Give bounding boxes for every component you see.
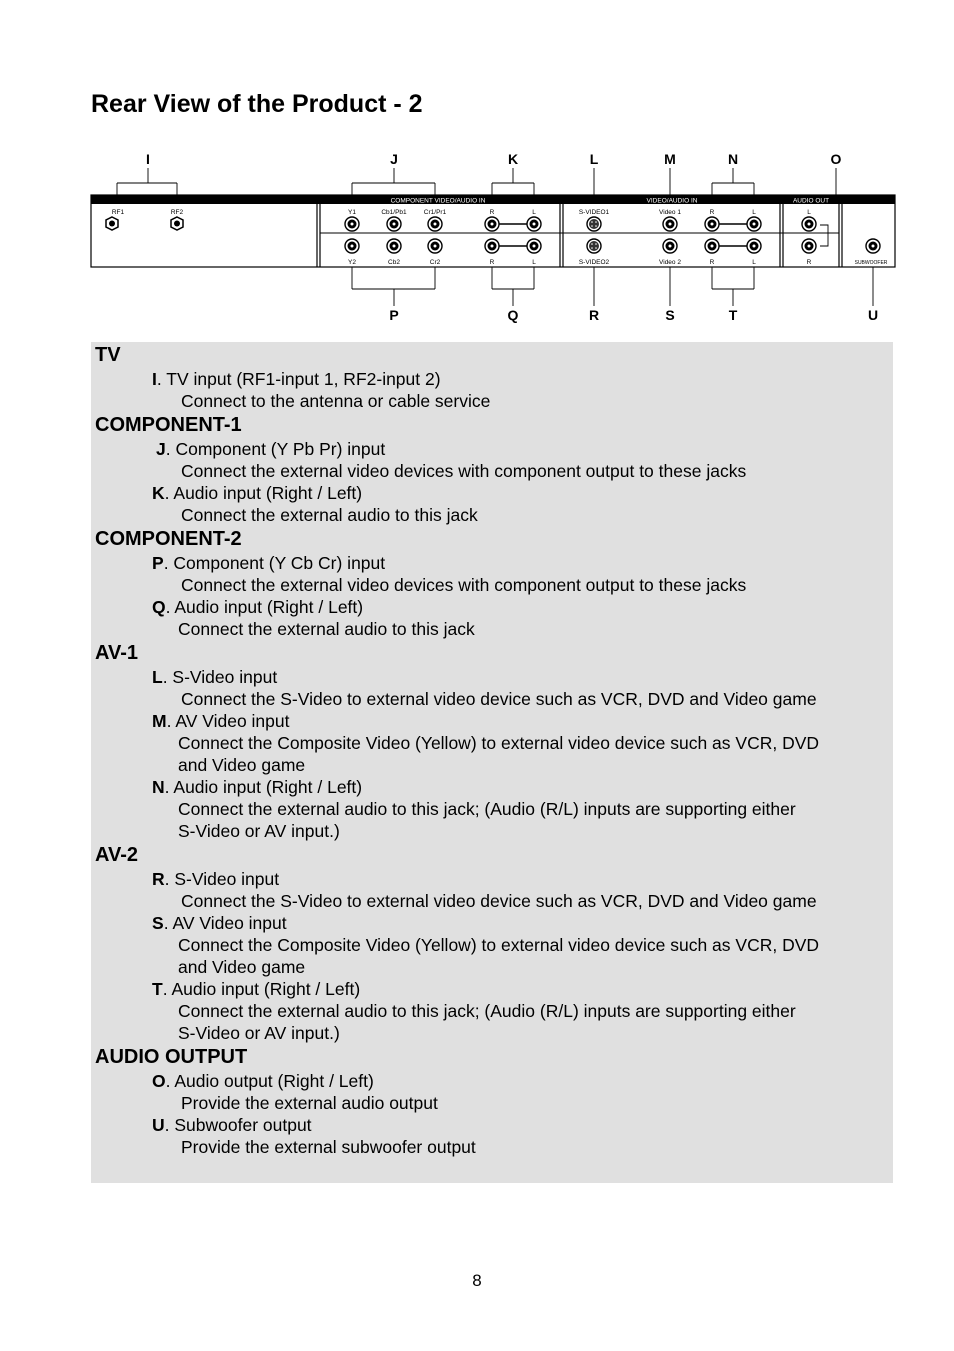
label-r-comp2: R	[489, 259, 495, 266]
section-component-1	[95, 412, 893, 526]
section-component-2	[95, 526, 893, 640]
label-l-av1: L	[752, 209, 756, 216]
item-text: . Audio input (Right / Left)	[162, 979, 361, 999]
jack-audio-out-r	[802, 239, 816, 253]
item-text: . Audio input (Right / Left)	[164, 777, 363, 797]
label-l-comp2: L	[532, 259, 536, 266]
header-audio-out-text: AUDIO OUT	[792, 197, 830, 205]
item-n	[95, 776, 893, 842]
item-key: M	[152, 711, 167, 731]
item-k	[95, 482, 893, 526]
item-description: Connect the external audio to this jack	[181, 505, 478, 525]
item-key: I	[152, 369, 157, 389]
rf1-connector	[106, 217, 118, 230]
jack-component1-3	[485, 217, 499, 231]
item-description: Provide the external audio output	[181, 1093, 438, 1113]
callout-l: L	[589, 151, 599, 167]
item-key: J	[156, 439, 166, 459]
item-key: S	[152, 913, 164, 933]
item-description: Provide the external subwoofer output	[181, 1137, 476, 1157]
item-o	[95, 1070, 893, 1114]
item-heading	[95, 438, 893, 460]
callout-t: T	[728, 307, 738, 323]
callout-n: N	[727, 151, 739, 167]
item-m	[95, 710, 893, 776]
connector-descriptions	[91, 342, 893, 1183]
jack-svideo2	[587, 239, 601, 253]
rear-panel-svg	[88, 146, 898, 328]
item-p	[95, 552, 893, 596]
item-heading	[95, 1114, 893, 1136]
item-q	[95, 596, 893, 640]
jack-av2-2	[747, 239, 761, 253]
callout-k: K	[507, 151, 519, 167]
label-video1: Video 1	[659, 209, 681, 216]
callout-m: M	[664, 151, 676, 167]
label-l-comp1: L	[532, 209, 536, 216]
item-text: . Component (Y Cb Cr) input	[163, 553, 386, 573]
item-heading	[95, 710, 893, 732]
item-text: . AV Video input	[163, 913, 287, 933]
item-description: Connect the external audio to this jack; (Audio (R/L) inputs are supporting either	[178, 1001, 796, 1021]
section-av-2	[95, 842, 893, 1044]
item-heading	[95, 482, 893, 504]
section-title: AV-1	[95, 642, 138, 664]
label-cr2: Cr2	[429, 259, 441, 266]
label-y2: Y2	[348, 259, 356, 266]
section-title: AUDIO OUTPUT	[95, 1046, 248, 1068]
item-description: Connect the external video devices with component output to these jacks	[181, 461, 747, 481]
item-text: . AV Video input	[166, 711, 290, 731]
callout-p: P	[389, 307, 399, 323]
header-component-text: COMPONENT VIDEO/AUDIO IN	[390, 197, 486, 205]
jack-component1-1	[387, 217, 401, 231]
item-heading	[95, 776, 893, 798]
label-r-out: R	[806, 259, 812, 266]
callout-r: R	[588, 307, 600, 323]
jack-component1-4	[527, 217, 541, 231]
jack-subwoofer	[866, 239, 880, 253]
label-rf2: RF2	[170, 209, 184, 216]
item-text: . S-Video input	[164, 869, 280, 889]
item-key: U	[152, 1115, 165, 1135]
item-description: Connect the external audio to this jack	[178, 619, 475, 639]
item-r	[95, 868, 893, 912]
item-heading	[95, 1070, 893, 1092]
item-description: Connect the S-Video to external video device such as VCR, DVD and Video game	[181, 891, 817, 911]
rear-panel-diagram	[88, 146, 898, 333]
section-title: TV	[95, 344, 121, 366]
label-svideo2: S-VIDEO2	[578, 259, 610, 266]
jack-component2-1	[387, 239, 401, 253]
label-cb2: Cb2	[388, 259, 400, 266]
jack-av1-1	[705, 217, 719, 231]
page-number: 8	[472, 1271, 482, 1290]
header-video-text: VIDEO/AUDIO IN	[646, 197, 698, 205]
item-u	[95, 1114, 893, 1158]
item-text: . Audio output (Right / Left)	[165, 1071, 374, 1091]
item-heading	[95, 978, 893, 1000]
item-description: Connect to the antenna or cable service	[181, 391, 491, 411]
item-description: S-Video or AV input.)	[178, 1023, 340, 1043]
item-j	[95, 438, 893, 482]
item-text: . Component (Y Pb Pr) input	[165, 439, 386, 459]
callout-s: S	[665, 307, 675, 323]
callout-i: I	[146, 151, 150, 167]
item-heading	[95, 912, 893, 934]
item-key: R	[152, 869, 165, 889]
label-l-out: L	[807, 209, 811, 216]
item-description: Connect the S-Video to external video device such as VCR, DVD and Video game	[181, 689, 817, 709]
item-key: L	[152, 667, 163, 687]
label-l-av2: L	[752, 259, 756, 266]
item-description: Connect the Composite Video (Yellow) to external video device such as VCR, DVD	[178, 733, 820, 753]
item-text: . Audio input (Right / Left)	[165, 597, 364, 617]
section-av-1	[95, 640, 893, 842]
label-r-av2: R	[709, 259, 715, 266]
page-title: Rear View of the Product - 2	[91, 90, 423, 118]
section-title: COMPONENT-2	[95, 528, 242, 550]
item-text: . Subwoofer output	[164, 1115, 312, 1135]
callout-j: J	[390, 151, 398, 167]
callout-u: U	[867, 307, 879, 323]
jack-av1-0	[663, 217, 677, 231]
rf2-connector	[171, 217, 183, 230]
label-video2: Video 2	[659, 259, 681, 266]
section-title: AV-2	[95, 844, 138, 866]
label-cr1: Cr1/Pr1	[423, 209, 447, 216]
label-r-comp1: R	[489, 209, 495, 216]
item-key: T	[152, 979, 163, 999]
jack-svideo1	[587, 217, 601, 231]
item-key: N	[152, 777, 165, 797]
item-s	[95, 912, 893, 978]
jack-component2-3	[485, 239, 499, 253]
jack-av2-0	[663, 239, 677, 253]
jack-audio-out-l	[802, 217, 816, 231]
item-heading	[95, 552, 893, 574]
jack-component2-0	[345, 239, 359, 253]
label-y1: Y1	[348, 209, 356, 216]
panel-header-bar	[91, 195, 895, 204]
item-t	[95, 978, 893, 1044]
item-key: K	[152, 483, 165, 503]
item-heading	[95, 666, 893, 688]
jack-component2-2	[428, 239, 442, 253]
item-description: S-Video or AV input.)	[178, 821, 340, 841]
item-text: . TV input (RF1-input 1, RF2-input 2)	[156, 369, 441, 389]
item-heading	[95, 868, 893, 890]
callout-q: Q	[507, 307, 519, 323]
label-r-av1: R	[709, 209, 715, 216]
label-cb1: Cb1/Pb1	[381, 209, 407, 216]
item-description: and Video game	[178, 755, 306, 775]
jack-component1-2	[428, 217, 442, 231]
jack-av1-2	[747, 217, 761, 231]
label-svideo1: S-VIDEO1	[578, 209, 610, 216]
item-description: and Video game	[178, 957, 306, 977]
item-l	[95, 666, 893, 710]
item-heading	[95, 368, 893, 390]
item-key: O	[152, 1071, 166, 1091]
callout-o: O	[830, 151, 842, 167]
section-tv	[95, 342, 893, 412]
jack-component1-0	[345, 217, 359, 231]
item-description: Connect the external video devices with component output to these jacks	[181, 575, 747, 595]
jack-component2-4	[527, 239, 541, 253]
section-audio-output	[95, 1044, 893, 1158]
item-description: Connect the external audio to this jack; (Audio (R/L) inputs are supporting either	[178, 799, 796, 819]
item-key: Q	[152, 597, 166, 617]
item-text: . Audio input (Right / Left)	[164, 483, 363, 503]
item-description: Connect the Composite Video (Yellow) to external video device such as VCR, DVD	[178, 935, 820, 955]
item-i	[95, 368, 893, 412]
item-key: P	[152, 553, 164, 573]
item-text: . S-Video input	[162, 667, 278, 687]
label-subwoofer: SUBWOOFER	[854, 260, 888, 266]
item-heading	[95, 596, 893, 618]
section-title: COMPONENT-1	[95, 414, 242, 436]
label-rf1: RF1	[111, 209, 125, 216]
jack-av2-1	[705, 239, 719, 253]
